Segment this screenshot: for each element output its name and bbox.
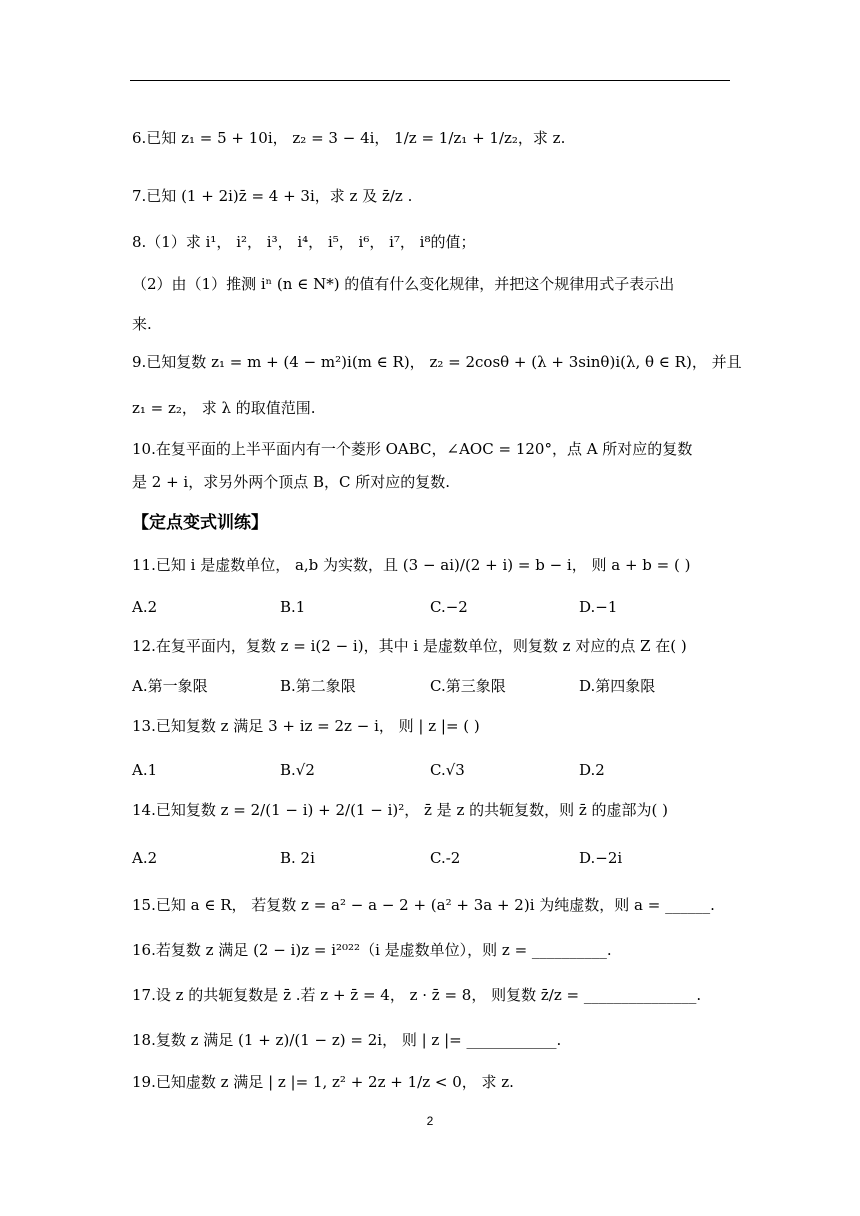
problem-15: 15.已知 a ∈ R， 若复数 z = a² − a − 2 + (a² + 3a + 2)i 为纯虚数，则 a = ______. <box>132 896 715 914</box>
problem-11: 11.已知 i 是虚数单位， a,b 为实数，且 (3 − ai)/(2 + i) = b − i， 则 a + b = ( ) <box>132 556 691 574</box>
section-title: 【定点变式训练】 <box>132 513 268 533</box>
option-b: B. 2i <box>280 849 315 867</box>
problem-13-options <box>132 760 732 780</box>
problem-16: 16.若复数 z 满足 (2 − i)z = i²⁰²²（i 是虚数单位），则 z = __________. <box>132 941 612 959</box>
option-a: A.第一象限 <box>132 677 208 695</box>
option-d: D.第四象限 <box>579 677 656 695</box>
option-b: B.第二象限 <box>280 677 356 695</box>
problem-9: 9.已知复数 z₁ = m + (4 − m²)i(m ∈ R)， z₂ = 2cosθ + (λ + 3sinθ)i(λ, θ ∈ R)， 并且 <box>132 353 742 371</box>
problem-6: 6.已知 z₁ = 5 + 10i， z₂ = 3 − 4i， 1/z = 1/z₁ + 1/z₂，求 z. <box>132 129 566 147</box>
option-c: C.√3 <box>430 761 465 779</box>
problem-19: 19.已知虚数 z 满足 | z |= 1, z² + 2z + 1/z < 0， 求 z. <box>132 1073 514 1091</box>
option-a: A.1 <box>132 761 158 779</box>
option-b: B.1 <box>280 598 306 616</box>
option-b: B.√2 <box>280 761 315 779</box>
option-c: C.−2 <box>430 598 468 616</box>
option-c: C.-2 <box>430 849 461 867</box>
option-d: D.−1 <box>579 598 618 616</box>
page-number: 2 <box>426 1114 434 1128</box>
problem-10-cont: 是 2 + i，求另外两个顶点 B，C 所对应的复数. <box>132 473 451 491</box>
option-d: D.−2i <box>579 849 623 867</box>
option-d: D.2 <box>579 761 605 779</box>
option-c: C.第三象限 <box>430 677 506 695</box>
problem-7: 7.已知 (1 + 2i)z̄ = 4 + 3i，求 z 及 z̄/z . <box>132 187 413 205</box>
problem-14-options <box>132 848 732 868</box>
problem-13: 13.已知复数 z 满足 3 + iz = 2z − i， 则 | z |= ( ) <box>132 717 480 735</box>
option-a: A.2 <box>132 598 158 616</box>
problem-12-options <box>132 676 732 696</box>
problem-14: 14.已知复数 z = 2/(1 − i) + 2/(1 − i)²， z̄ 是 z 的共轭复数，则 z̄ 的虚部为( ) <box>132 801 669 819</box>
problem-18: 18.复数 z 满足 (1 + z)/(1 − z) = 2i， 则 | z |= ____________. <box>132 1031 562 1049</box>
problem-8-part-1: 8.（1）求 i¹， i²， i³， i⁴， i⁵， i⁶， i⁷， i⁸的值； <box>132 233 476 251</box>
header-rule <box>130 80 730 81</box>
option-a: A.2 <box>132 849 158 867</box>
problem-9-cont: z₁ = z₂， 求 λ 的取值范围. <box>132 399 316 417</box>
problem-11-options <box>132 597 732 617</box>
problem-8-part-2: （2）由（1）推测 iⁿ (n ∈ N*) 的值有什么变化规律，并把这个规律用式子表示出 <box>132 275 675 293</box>
problem-8-part-2-cont: 来. <box>132 315 152 333</box>
problem-10: 10.在复平面的上半平面内有一个菱形 OABC，∠AOC = 120°，点 A 所对应的复数 <box>132 440 693 458</box>
problem-12: 12.在复平面内，复数 z = i(2 − i)，其中 i 是虚数单位，则复数 z 对应的点 Z 在( ) <box>132 637 687 655</box>
problem-17: 17.设 z 的共轭复数是 z̄ .若 z + z̄ = 4， z · z̄ = 8， 则复数 z̄/z = _______________. <box>132 986 702 1004</box>
